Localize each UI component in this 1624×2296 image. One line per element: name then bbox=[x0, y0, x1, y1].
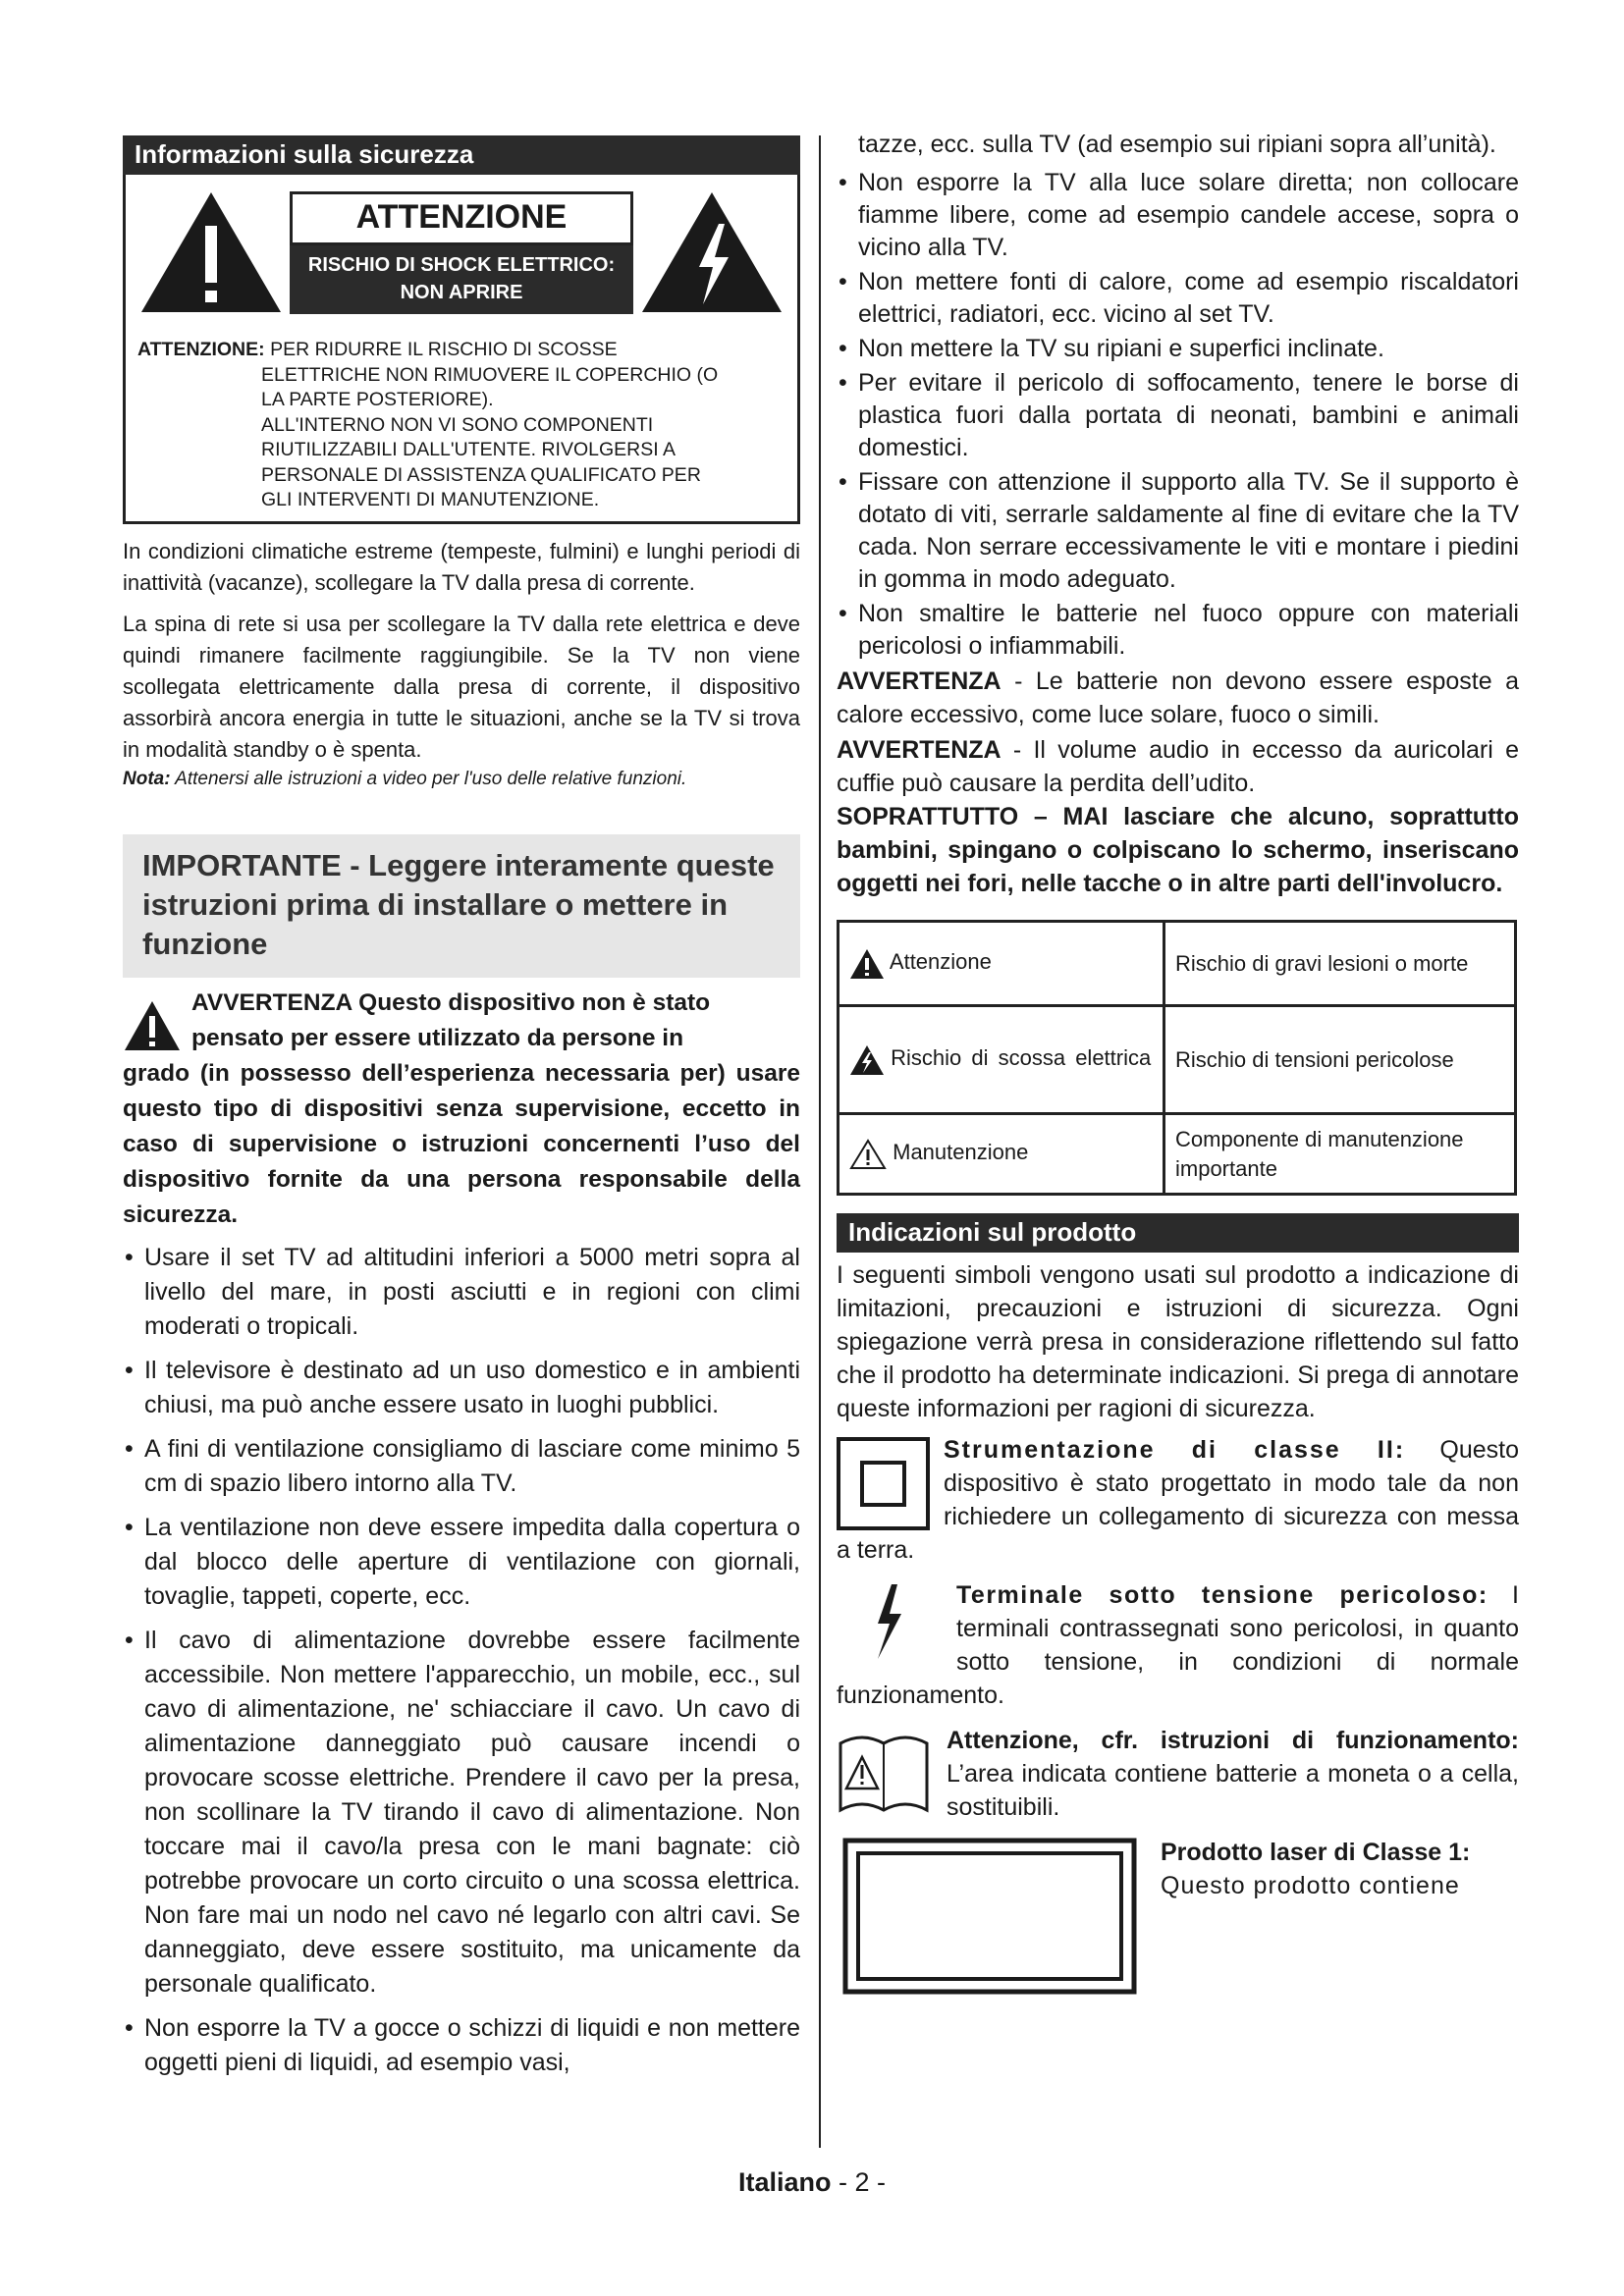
mains-plug-paragraph: La spina di rete si usa per scollegare la TV dalla rete elettrica e deve quindi rimanere facilmente raggiungibile. Se la TV non viene scollegata elettricamente dalla presa di corrente, il dispositivo assorbirà ancora energia in tutte le situazioni, anche se la TV si trova in modalità standby o è spenta. bbox=[123, 611, 800, 762]
attention-subtitle bbox=[290, 245, 633, 314]
continued-text: tazze, ecc. sulla TV (ad esempio sui ripiani sopra all’unità). bbox=[858, 131, 1496, 158]
audio-warning: AVVERTENZA - Il volume audio in eccesso da auricolari e cuffie può causare la perdita dell’udito. bbox=[837, 736, 1519, 797]
list-item: • Usare il set TV ad altitudini inferiori a 5000 metri sopra al livello del mare, in posti asciutti e in regioni con climi moderati o tropicali. bbox=[123, 1241, 800, 1344]
caution-text: ATTENZIONE: PER RIDURRE IL RISCHIO DI SCOSSE ELETTRICHE NON RIMUOVERE IL COPERCHIO (O LA PARTE POSTERIORE). ALL'INTERNO NON VI SONO COMPONENTI RIUTILIZZABILI DALL'UTENTE. RIVOLGERSI A PERSONALE DI ASSISTENZA QUALIFICATO PER GLI INTERVENTI DI MANUTENZIONE. bbox=[137, 339, 719, 510]
soprattutto-warning: SOPRATTUTTO – MAI lasciare che alcuno, soprattutto bambini, spingano o colpiscano lo schermo, inseriscano oggetti nei fori, nelle tacche o in altre parti dell'involucro. bbox=[837, 803, 1519, 897]
attention-title: ATTENZIONE bbox=[290, 191, 633, 245]
list-item: • Non mettere fonti di calore, come ad esempio riscaldatori elettrici, radiatori, ecc. vicino al set TV. bbox=[837, 266, 1519, 331]
caution-manual-item: Attenzione, cfr. istruzioni di funzionamento: L’area indicata contiene batterie a moneta o a cella, sostituibili. bbox=[837, 1724, 1519, 1826]
list-item: • Non esporre la TV alla luce solare diretta; non collocare fiamme libere, come ad esempio candele accese, sopra o vicino alla TV. bbox=[837, 167, 1519, 264]
maintenance-triangle-icon bbox=[849, 1139, 887, 1170]
note-line: Nota: Attenersi alle istruzioni a video per l'uso delle relative funzioni. bbox=[123, 768, 687, 789]
list-item: • Non esporre la TV a gocce o schizzi di liquidi e non mettere oggetti pieni di liquidi, ad esempio vasi, bbox=[123, 2011, 800, 2080]
product-intro: I seguenti simboli vengono usati sul prodotto a indicazione di limitazioni, precauzioni e istruzioni di sicurezza. Ogni spiegazione verrà presa in considerazione riflettendo sul fatto che il prodotto ha determinate indicazioni. Si prega di annotare queste informazioni per ragioni di sicurezza. bbox=[837, 1261, 1519, 1422]
safety-section-header: Informazioni sulla sicurezza bbox=[123, 135, 800, 175]
column-divider bbox=[819, 135, 821, 2148]
caution-lead: ATTENZIONE: bbox=[137, 339, 265, 360]
list-item: • A fini di ventilazione consigliamo di lasciare come minimo 5 cm di spazio libero intorno alla TV. bbox=[123, 1432, 800, 1501]
exclamation-triangle-icon bbox=[137, 188, 285, 316]
list-item: • La ventilazione non deve essere impedita dalla copertura o dal blocco delle aperture di ventilazione con giornali, tovaglie, tappeti, coperte, ecc. bbox=[123, 1511, 800, 1614]
lightning-bolt-icon bbox=[864, 1580, 913, 1663]
warning-row bbox=[137, 188, 785, 316]
right-column bbox=[837, 128, 1519, 2002]
warning-triangle-icon bbox=[123, 999, 182, 1052]
double-square-icon bbox=[837, 1437, 930, 1530]
footer-language: Italiano bbox=[737, 2167, 832, 2197]
right-bullet-list bbox=[837, 167, 1519, 663]
avvertenza-block: AVVERTENZA Questo dispositivo non è stato pensato per essere utilizzato da persone in grado (in possesso dell’esperienza necessaria per) usare questo tipo di dispositivi senza supervisione, eccetto in caso di supervisione o istruzioni concernenti l’uso del dispositivo fornite da una persona responsabile della sicurezza. bbox=[123, 988, 800, 1228]
terminal-item: Terminale sotto tensione pericoloso: I terminali contrassegnati sono pericolosi, in quanto sotto tensione, in condizioni di normale funzionamento. bbox=[837, 1581, 1519, 1709]
shock-triangle-icon bbox=[849, 1044, 885, 1076]
attention-sub-line-2: NON APRIRE bbox=[400, 281, 523, 303]
list-item: • Non smaltire le batterie nel fuoco oppure con materiali pericolosi o infiammabili. bbox=[837, 598, 1519, 663]
table-row: Attenzione Rischio di gravi lesioni o morte bbox=[839, 922, 1516, 1006]
page-footer bbox=[0, 2167, 1624, 2198]
list-item: • Per evitare il pericolo di soffocamento, tenere le borse di plastica fuori dalla portata di neonati, bambini e animali domestici. bbox=[837, 367, 1519, 464]
list-item: • Il televisore è destinato ad un uso domestico e in ambienti chiusi, ma può anche essere usato in luoghi pubblici. bbox=[123, 1354, 800, 1422]
warning-triangle-icon bbox=[849, 948, 885, 980]
page-number: - 2 - bbox=[839, 2167, 887, 2197]
weather-paragraph: In condizioni climatiche estreme (tempeste, fulmini) e lunghi periodi di inattività (vacanze), scollegare la TV dalla presa di corrente. bbox=[123, 538, 800, 595]
laser-item: Prodotto laser di Classe 1: Questo prodotto contiene bbox=[837, 1836, 1519, 2002]
attention-panel bbox=[290, 191, 633, 314]
table-row: Rischio di scossa elettrica Rischio di tensioni pericolose bbox=[839, 1006, 1516, 1114]
list-item: • Fissare con attenzione il supporto alla TV. Se il supporto è dotato di viti, serrarle saldamente al fine di evitare che la TV cada. Non serrare eccessivamente le viti e montare i piedini in gomma in modo adeguato. bbox=[837, 466, 1519, 596]
list-item: • Non mettere la TV su ripiani e superfici inclinate. bbox=[837, 333, 1519, 365]
list-item: • Il cavo di alimentazione dovrebbe essere facilmente accessibile. Non mettere l'apparecchio, un mobile, ecc., sul cavo di alimentazione, ne' schiacciare il cavo. Un cavo di alimentazione danneggiato può causare incendi o provocare scosse elettriche. Prendere il cavo per la presa, non scollinare la TV tirando il cavo di alimentazione. Non toccare mai il cavo/la presa con le mani bagnate: ciò potrebbe provocare un corto circuito o una scossa elettrica. Non fare mai un nodo nel cavo né legarlo con altri cavi. Se danneggiato, deve essere sostituito, ma unicamente da personale qualificato. bbox=[123, 1624, 800, 2002]
left-bullet-list bbox=[123, 1241, 800, 2080]
battery-warning: AVVERTENZA - Le batterie non devono essere esposte a calore eccessivo, come luce solare, fuoco o simili. bbox=[837, 667, 1519, 728]
class2-item: Strumentazione di classe II: Questo dispositivo è stato progettato in modo tale da non richiedere un collegamento di sicurezza con messa a terra. bbox=[837, 1436, 1519, 1564]
table-row: Manutenzione Componente di manutenzione importante bbox=[839, 1114, 1516, 1195]
important-box: IMPORTANTE - Leggere interamente queste istruzioni prima di installare o mettere in funzione bbox=[123, 834, 800, 978]
book-caution-icon bbox=[837, 1724, 931, 1818]
safety-warning-box bbox=[123, 175, 800, 524]
left-column bbox=[123, 135, 800, 2090]
attention-sub-line-1: RISCHIO DI SHOCK ELETTRICO: bbox=[307, 253, 616, 276]
product-section-header: Indicazioni sul prodotto bbox=[837, 1213, 1519, 1253]
lightning-triangle-icon bbox=[638, 188, 785, 316]
laser-label-icon bbox=[842, 1838, 1137, 1995]
symbol-table bbox=[837, 920, 1517, 1196]
